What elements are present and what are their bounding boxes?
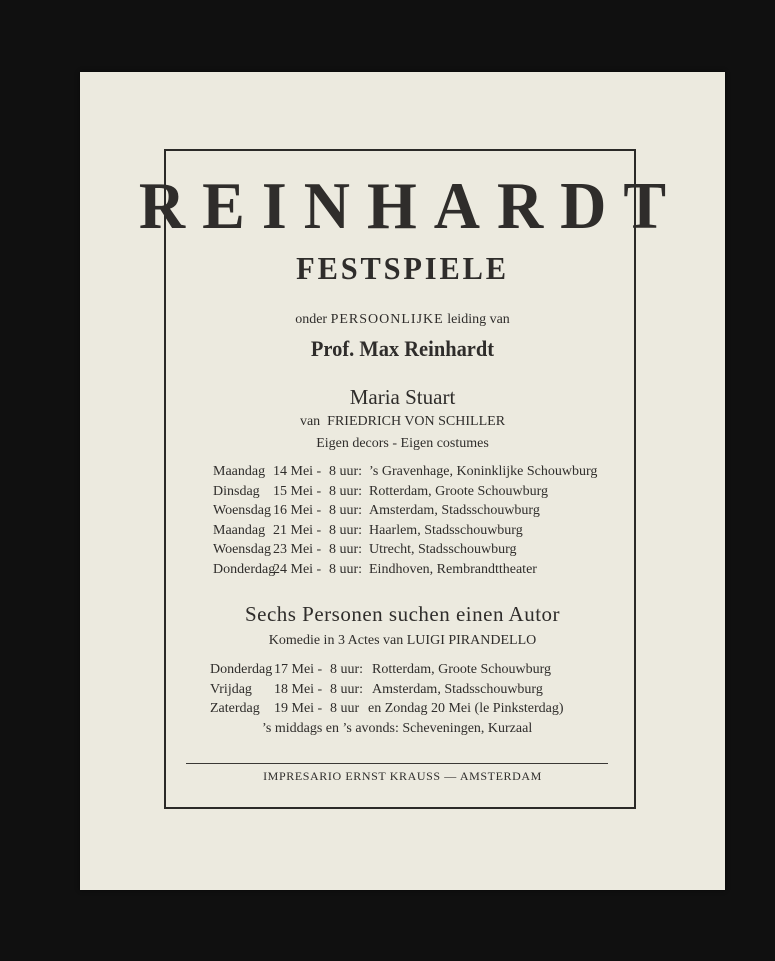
schedule-time: 8 uur: — [329, 464, 363, 479]
schedule-place: Amsterdam, Stadsschouwburg — [372, 681, 543, 697]
schedule-place: Eindhoven, Rembrandttheater — [369, 561, 537, 577]
schedule-row — [210, 699, 630, 719]
play2-subtitle: Komedie in 3 Actes van LUIGI PIRANDELLO — [268, 633, 537, 648]
schedule-time: 8 uur: — [329, 503, 363, 519]
schedule-place: Haarlem, Stadsschouwburg — [369, 522, 523, 538]
schedule-time: 8 uur: — [330, 681, 364, 697]
play1-author-line — [80, 414, 725, 430]
play1-author-prefix: van — [299, 414, 321, 429]
director-name: Prof. Max Reinhardt — [310, 336, 495, 361]
schedule-time: 8 uur: — [329, 522, 363, 538]
schedule-date: 15 Mei - — [273, 483, 322, 499]
schedule-place: Amsterdam, Stadsschouwburg — [369, 503, 540, 519]
schedule-extra-line: ’s middags en ’s avonds: Scheveningen, Kurzaal — [262, 720, 533, 736]
play1-decor-line: Eigen decors - Eigen costumes — [316, 436, 489, 451]
schedule-date: 16 Mei - — [273, 503, 322, 519]
schedule-place: Rotterdam, Groote Schouwburg — [369, 483, 548, 499]
leading-prefix: onder — [295, 312, 328, 327]
schedule-date: 19 Mei - — [274, 701, 323, 717]
footer-rule — [186, 763, 608, 764]
poster-subtitle: FESTSPIELE — [296, 250, 509, 286]
schedule-day: Dinsdag — [213, 483, 260, 499]
schedule-place: en Zondag 20 Mei (le Pinksterdag) — [368, 701, 564, 717]
schedule-day: Donderdag — [210, 662, 273, 677]
schedule-row — [210, 719, 630, 739]
play1-schedule — [213, 462, 613, 580]
schedule-row — [210, 660, 630, 680]
schedule-day: Zaterdag — [210, 701, 260, 717]
schedule-date: 14 Mei - — [273, 464, 322, 479]
schedule-date: 21 Mei - — [273, 522, 322, 538]
schedule-row — [213, 482, 613, 502]
play2-schedule — [210, 660, 630, 738]
footer-impresario: IMPRESARIO ERNST KRAUSS — AMSTERDAM — [263, 769, 542, 783]
schedule-row — [213, 540, 613, 560]
schedule-row — [213, 560, 613, 580]
schedule-time: 8 uur: — [329, 542, 363, 558]
schedule-day: Donderdag — [213, 561, 276, 577]
schedule-time: 8 uur: — [329, 561, 363, 577]
schedule-date: 24 Mei - — [273, 561, 322, 577]
schedule-place: ’s Gravenhage, Koninklijke Schouwburg — [369, 464, 598, 479]
schedule-row — [213, 462, 613, 482]
schedule-place: Rotterdam, Groote Schouwburg — [372, 662, 551, 677]
schedule-place: Utrecht, Stadsschouwburg — [369, 542, 517, 558]
schedule-row — [210, 680, 630, 700]
schedule-time: 8 uur — [330, 701, 360, 717]
schedule-row — [213, 501, 613, 521]
schedule-time: 8 uur: — [330, 662, 364, 677]
leading-suffix: leiding van — [447, 312, 510, 327]
schedule-day: Woensdag — [213, 542, 271, 558]
schedule-row — [213, 521, 613, 541]
schedule-day: Vrijdag — [210, 681, 252, 697]
schedule-date: 18 Mei - — [274, 681, 323, 697]
schedule-day: Maandag — [213, 464, 266, 479]
play1-author: FRIEDRICH VON SCHILLER — [327, 414, 506, 429]
play1-title: Maria Stuart — [349, 385, 456, 409]
schedule-date: 17 Mei - — [274, 662, 323, 677]
schedule-time: 8 uur: — [329, 483, 363, 499]
leading-line — [80, 312, 725, 328]
schedule-day: Woensdag — [213, 503, 271, 519]
leading-caps: PERSOONLIJKE — [330, 312, 444, 327]
schedule-date: 23 Mei - — [273, 542, 322, 558]
poster-sheet — [80, 72, 725, 890]
poster-title: REINHARDT — [138, 168, 684, 243]
play2-title: Sechs Personen suchen einen Autor — [244, 602, 561, 626]
schedule-day: Maandag — [213, 522, 266, 538]
